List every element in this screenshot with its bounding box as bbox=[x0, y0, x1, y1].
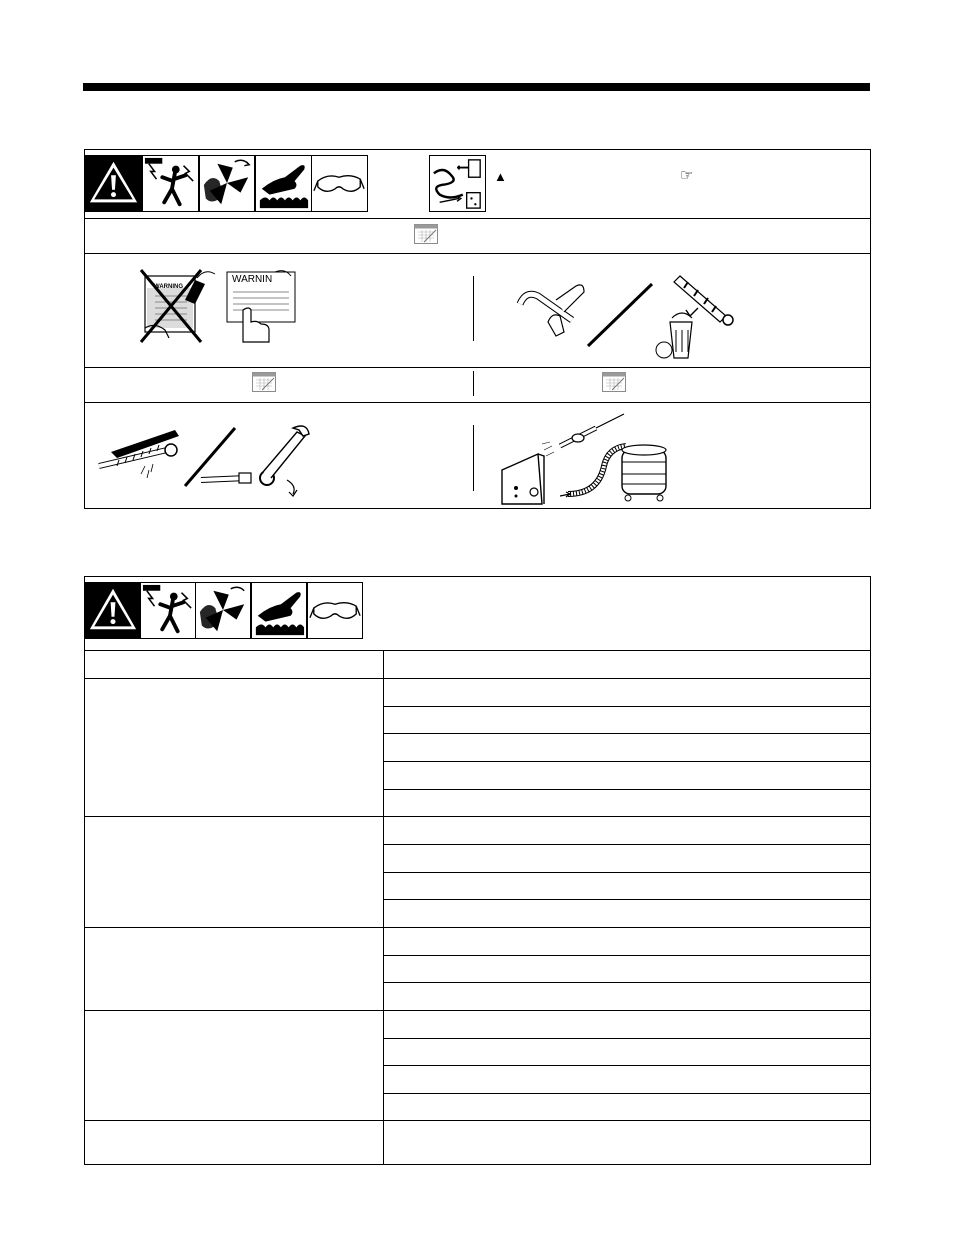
safety-glasses-icon bbox=[311, 155, 368, 212]
maintenance-center-divider-bottom bbox=[473, 425, 474, 491]
table-row bbox=[383, 872, 870, 873]
table-group-separator bbox=[84, 927, 871, 928]
table-header-top-border bbox=[84, 650, 871, 651]
table-row bbox=[383, 1093, 870, 1094]
maintenance-divider-2 bbox=[84, 253, 871, 254]
replace-warning-labels-illustration bbox=[135, 266, 305, 346]
calendar-icon bbox=[602, 372, 626, 392]
safety-glasses-icon bbox=[307, 582, 363, 639]
reference-pointer-glyph: ☞ bbox=[680, 167, 694, 184]
hot-parts-icon bbox=[255, 155, 312, 212]
table-row bbox=[383, 761, 870, 762]
clean-and-tighten-terminals-illustration bbox=[97, 422, 312, 497]
moving-parts-icon bbox=[199, 155, 255, 212]
top-section-rule bbox=[83, 83, 870, 91]
calendar-icon bbox=[414, 224, 438, 244]
electric-shock-icon bbox=[140, 582, 196, 639]
maintenance-divider-3 bbox=[84, 367, 871, 368]
table-column-divider bbox=[383, 650, 384, 1164]
hot-parts-icon bbox=[251, 582, 307, 639]
maintenance-center-divider-mid bbox=[473, 371, 474, 396]
table-row bbox=[383, 733, 870, 734]
table-header-bottom-border bbox=[84, 678, 871, 679]
table-row bbox=[383, 899, 870, 900]
maintenance-center-divider-top bbox=[473, 276, 474, 341]
table-group-separator bbox=[84, 1120, 871, 1121]
maintenance-divider-1 bbox=[84, 218, 871, 219]
table-group-separator bbox=[84, 816, 871, 817]
warning-triangle-icon bbox=[85, 155, 142, 212]
caution-triangle-glyph: ▲ bbox=[494, 169, 507, 184]
electric-shock-icon bbox=[142, 155, 199, 212]
small-warning-label-text: WARNING bbox=[154, 284, 183, 290]
replace-damaged-cords-illustration bbox=[512, 272, 752, 362]
table-row bbox=[383, 844, 870, 845]
blow-out-vacuum-unit-illustration bbox=[500, 410, 685, 504]
calendar-icon bbox=[252, 372, 276, 392]
moving-parts-icon bbox=[195, 582, 251, 639]
troubleshooting-table bbox=[84, 576, 871, 1165]
table-row bbox=[383, 982, 870, 983]
table-row bbox=[383, 1065, 870, 1066]
disconnect-power-icon bbox=[429, 155, 486, 212]
table-group-separator bbox=[84, 1010, 871, 1011]
table-row bbox=[383, 789, 870, 790]
large-warning-label-text: WARNIN bbox=[232, 274, 273, 285]
table-row bbox=[383, 955, 870, 956]
table-row bbox=[383, 1038, 870, 1039]
maintenance-divider-4 bbox=[84, 402, 871, 403]
table-row bbox=[383, 706, 870, 707]
warning-triangle-icon bbox=[85, 582, 141, 639]
